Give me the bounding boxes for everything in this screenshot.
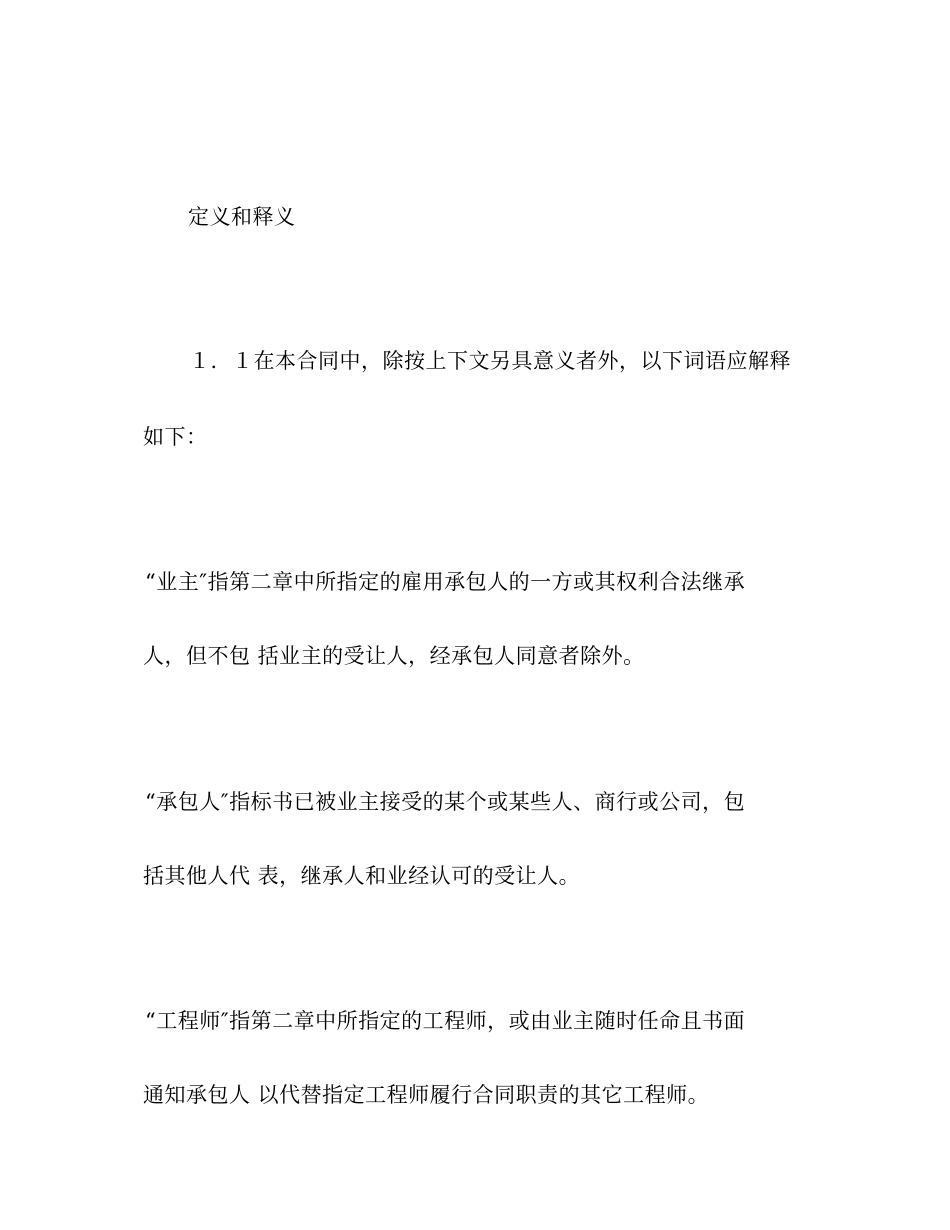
definition-contractor-line-2: 括其他人代 表，继承人和业经认可的受让人。	[143, 864, 581, 888]
section-heading: 定义和释义	[188, 205, 296, 229]
clause-1-1-line-1: １．１在本合同中，除按上下文另具意义者外，以下词语应解释	[189, 349, 791, 373]
definition-owner-line-1: “业主″指第二章中所指定的雇用承包人的一方或其权利合法继承	[145, 570, 746, 594]
definition-owner-line-2: 人，但不包 括业主的受让人，经承包人同意者除外。	[143, 644, 645, 668]
definition-engineer-line-1: “工程师″指第二章中所指定的工程师，或由业主随时任命且书面	[145, 1009, 746, 1033]
definition-engineer-line-2: 通知承包人 以代替指定工程师履行合同职责的其它工程师。	[143, 1083, 710, 1107]
definition-contractor-line-1: “承包人″指标书已被业主接受的某个或某些人、商行或公司，包	[145, 790, 746, 814]
clause-1-1-line-2: 如下：	[143, 425, 208, 449]
